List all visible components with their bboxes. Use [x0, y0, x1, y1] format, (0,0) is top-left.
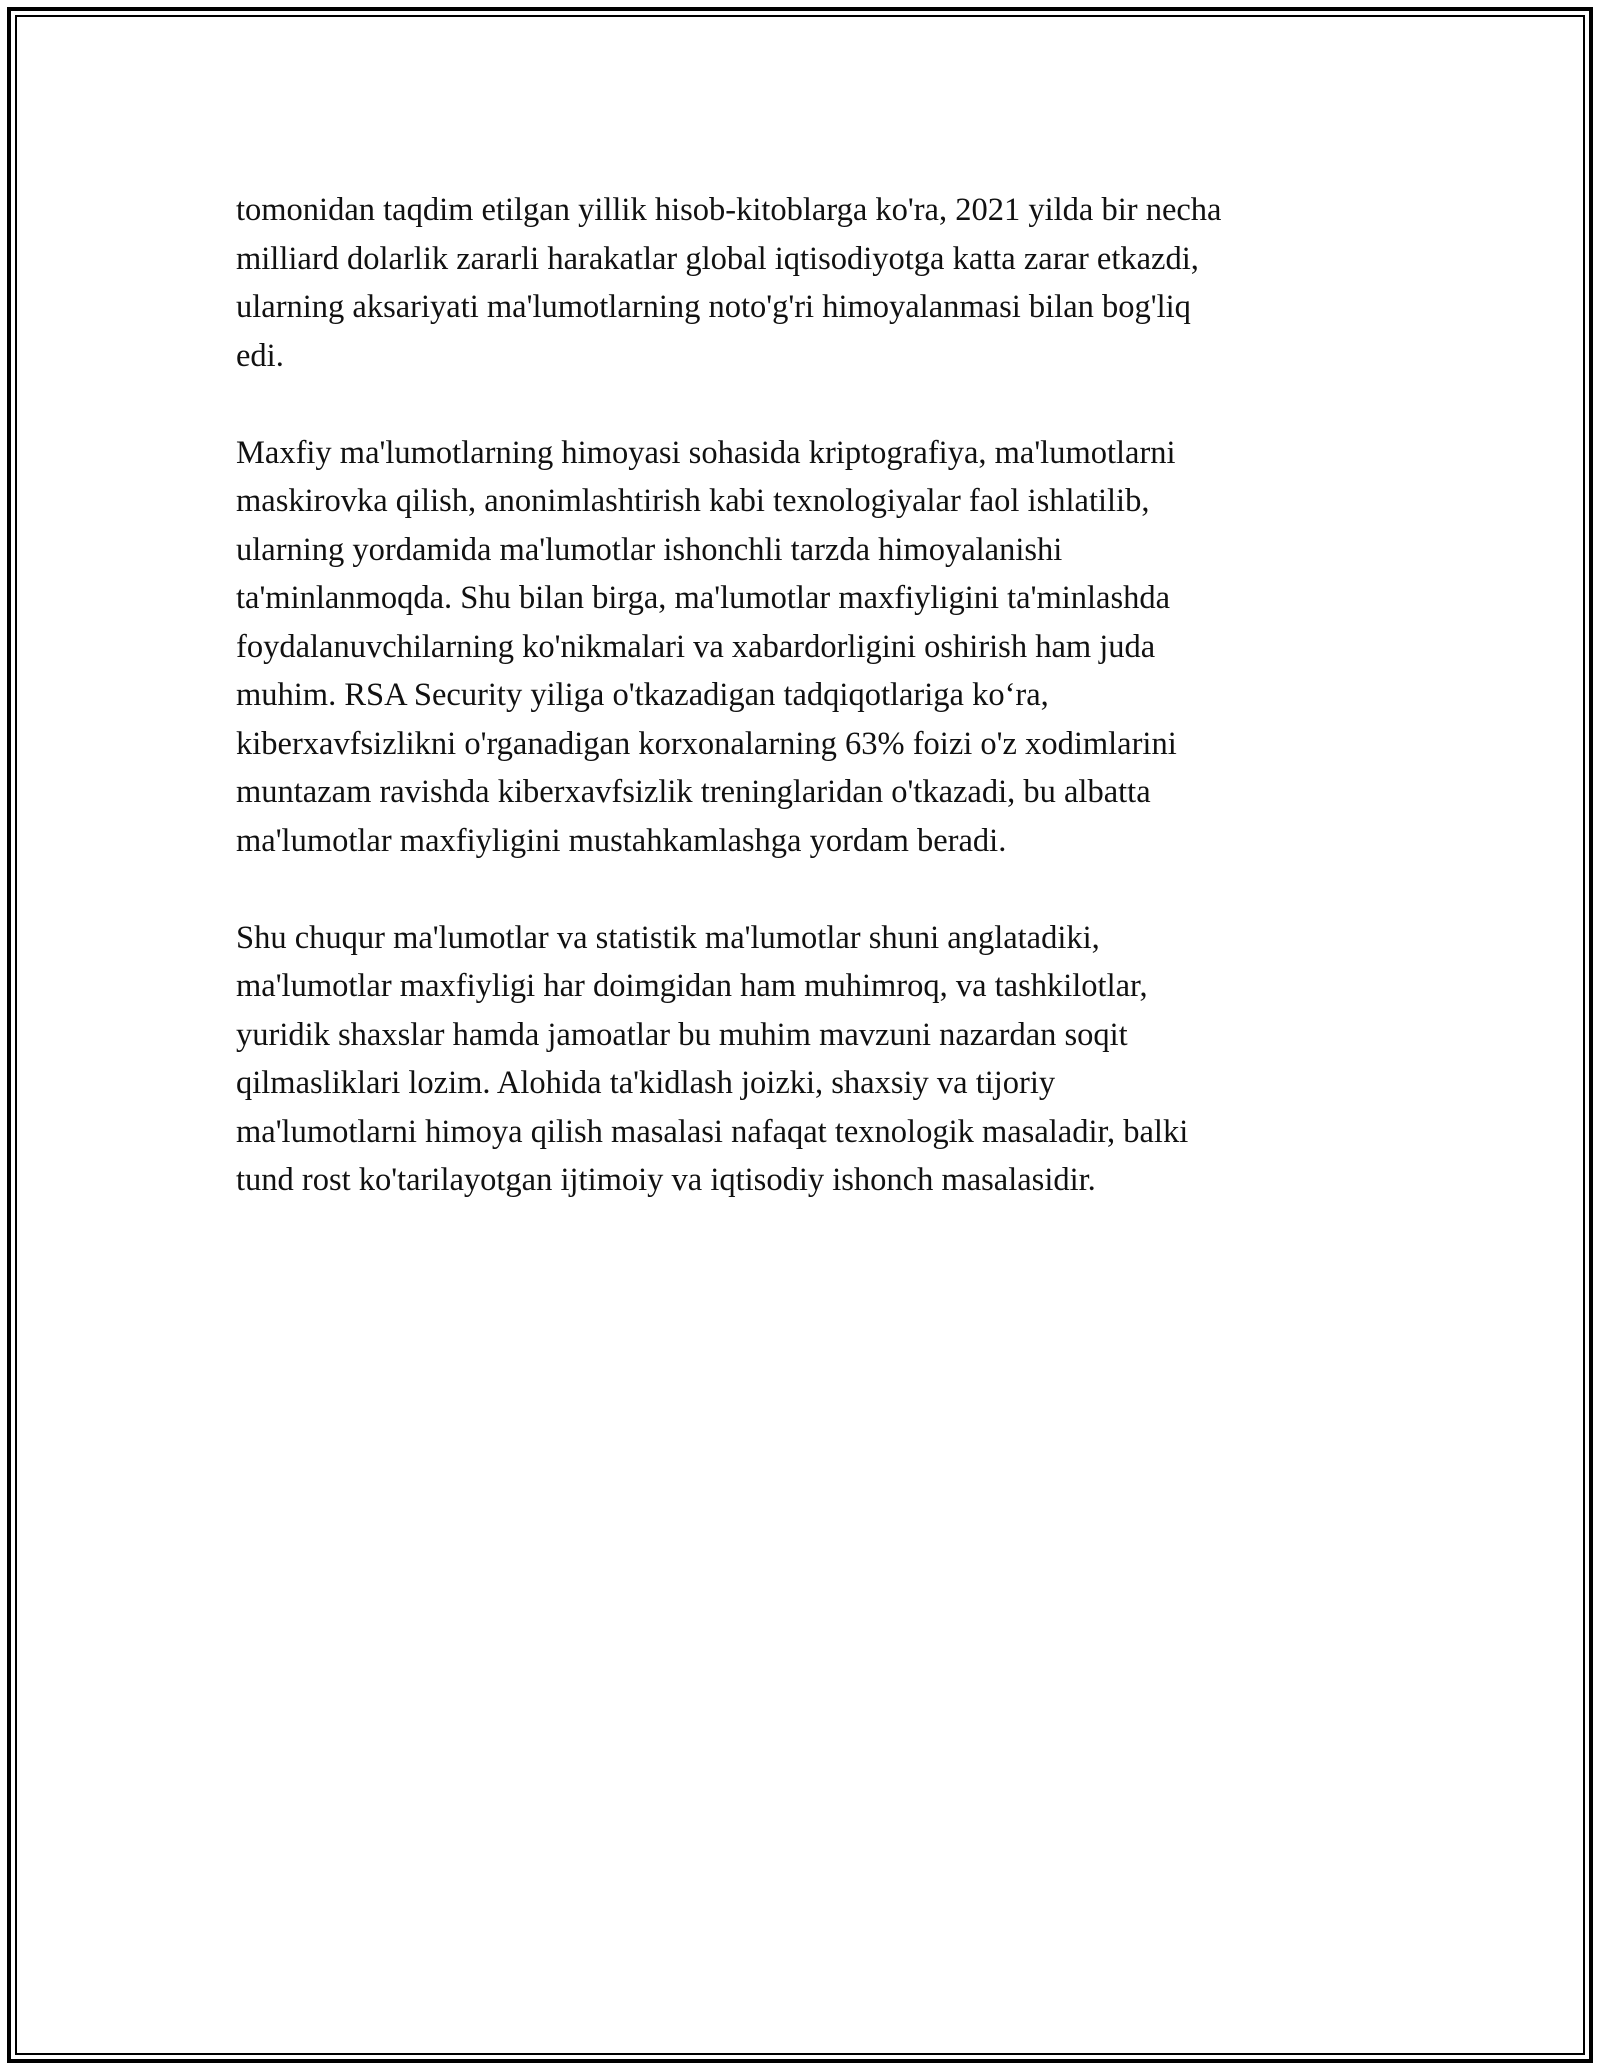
paragraph-3: Shu chuqur ma'lumotlar va statistik ma'lumotlar shuni anglatadiki, ma'lumotlar maxfiyligi har doimgidan ham muhimroq, va tashkilotlar, yuridik shaxslar hamda jamoatlar bu muhim mavzuni nazardan soqit qilmasliklari lozim. Alohida ta'kidlash joizki, shaxsiy va tijoriy ma'lumotlarni himoya qilish masalasi nafaqat texnologik masaladir, balki tund rost ko'tarilayotgan ijtimoiy va iqtisodiy ishonch masalasidir. — [236, 919, 1189, 1198]
document-body — [236, 186, 1376, 1253]
paragraph-2: Maxfiy ma'lumotlarning himoyasi sohasida kriptografiya, ma'lumotlarni maskirovka qilish, anonimlashtirish kabi texnologiyalar faol ishlatilib, ularning yordamida ma'lumotlar ishonchli tarzda himoyalanishi ta'minlanmoqda. Shu bilan birga, ma'lumotlar maxfiyligini ta'minlashda foydalanuvchilarning ko'nikmalari va xabardorligini oshirish ham juda muhim. RSA Security yiliga o'tkazadigan tadqiqotlariga ko‘ra, kiberxavfsizlikni o'rganadigan korxonalarning 63% foizi o'z xodimlarini muntazam ravishda kiberxavfsizlik treninglaridan o'tkazadi, bu albatta ma'lumotlar maxfiyligini mustahkamlashga yordam beradi. — [236, 434, 1177, 859]
paragraph-1: tomonidan taqdim etilgan yillik hisob-kitoblarga ko'ra, 2021 yilda bir necha milliard dolarlik zararli harakatlar global iqtisodiyotga katta zarar etkazdi, ularning aksariyati ma'lumotlarning noto'g'ri himoyalanmasi bilan bog'liq edi. — [236, 192, 1222, 374]
